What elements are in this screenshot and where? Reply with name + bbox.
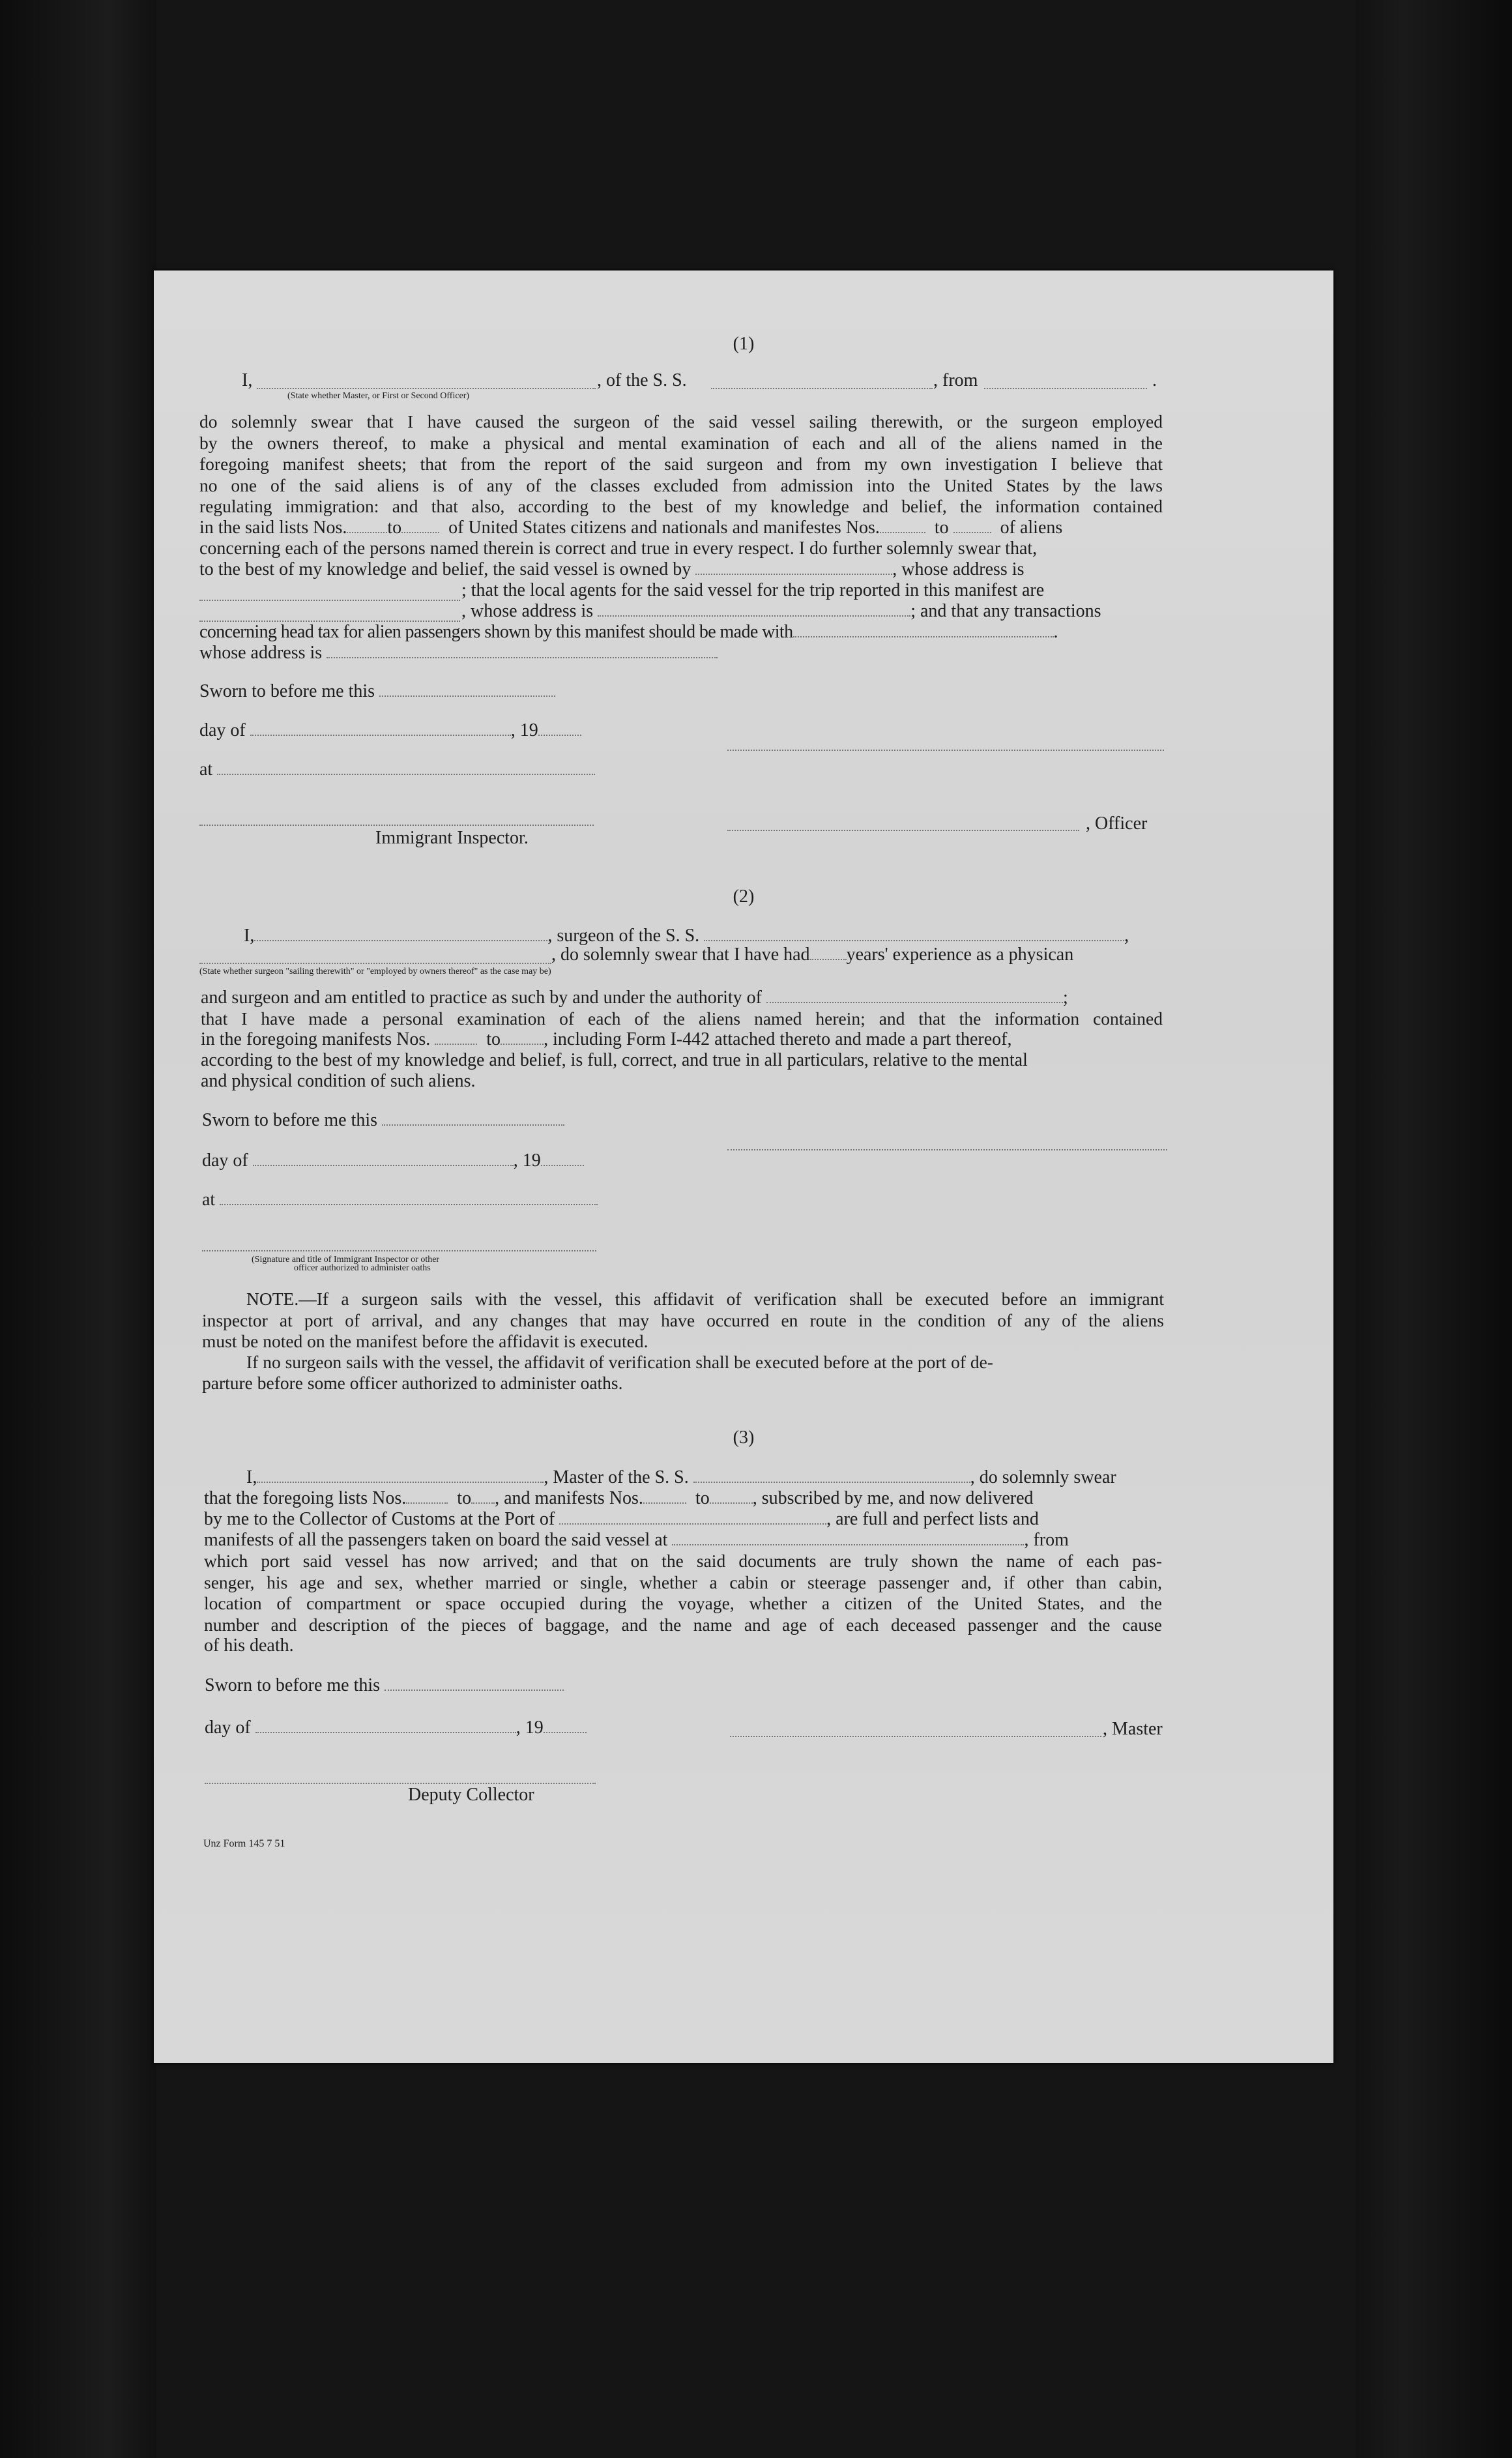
s3-body: which port said vessel has now arrived; and that on the said documents are truly shown the name of each pas- senger, his age and sex, whether married or single, whether a cabin or steerage passenger and, if other than cabin, location of compartment or space occupied during the voyage, whether a citizen of the United States, and the number and description of the pieces of baggage, and the name and age of each deceased passenger and the cause	[204, 1551, 1162, 1635]
s1-inspector-line[interactable]	[199, 825, 594, 826]
s3-sworn: Sworn to before me this	[205, 1675, 564, 1696]
s2-authority: and surgeon and am entitled to practice as such by and under the authority of ;	[201, 988, 1068, 1008]
s1-headtax-line: concerning head tax for alien passengers shown by this manifest should be made with .	[199, 622, 1058, 642]
s2-note2-line2: parture before some officer authorized to administer oaths.	[202, 1373, 623, 1393]
s1-from-field[interactable]	[984, 388, 1147, 389]
s3-collector-label: Deputy Collector	[408, 1785, 534, 1805]
s1-inspector-label: Immigrant Inspector.	[375, 828, 529, 848]
s1-ship-field[interactable]	[711, 388, 933, 389]
s3-i: I, , Master of the S. S. , do solemnly swear	[246, 1467, 1116, 1487]
s2-sig-hint-1: (Signature and title of Immigrant Inspector or other	[252, 1255, 440, 1265]
s1-of-ss: , of the S. S.	[597, 370, 687, 390]
s2-foregoing-line: in the foregoing manifests Nos. to , including Form I-442 attached thereto and made a part thereof,	[201, 1029, 1012, 1049]
scan-border-left	[0, 0, 156, 2458]
s2-physical: and physical condition of such aliens.	[201, 1071, 476, 1091]
s1-officer-label: , Officer	[1086, 813, 1148, 834]
s2-note2-line1: If no surgeon sails with the vessel, the affidavit of verification shall be executed before at the port of de-	[246, 1352, 993, 1372]
s2-inspector-line[interactable]	[202, 1250, 596, 1251]
s3-lists-line: that the foregoing lists Nos. to , and manifests Nos. to , subscribed by me, and now delivered	[204, 1488, 1034, 1508]
s1-sworn: Sworn to before me this	[199, 681, 555, 702]
scan-border-right	[1356, 0, 1512, 2458]
s1-day-of: day of , 19	[199, 720, 581, 741]
s3-last-line: of his death.	[204, 1635, 294, 1656]
s1-owner-address-field[interactable]	[199, 600, 460, 601]
s2-body: that I have made a personal examination of each of the aliens named herein; and that the information contained	[201, 1008, 1163, 1029]
section-2-number: (2)	[733, 886, 755, 907]
s2-note: NOTE.—If a surgeon sails with the vessel, this affidavit of verification shall be executed before an immigrant inspector at port of arrival, and any changes that may have occurred en route in the condition of any of the aliens must be noted on the manifest before the affidavit is executed.	[202, 1289, 1164, 1351]
affidavit-page	[154, 271, 1333, 2063]
s3-collector-line[interactable]	[205, 1783, 596, 1784]
s1-agents: ; that the local agents for the said vessel for the trip reported in this manifest are	[461, 580, 1045, 600]
s1-owned-line: to the best of my knowledge and belief, the said vessel is owned by , whose address is	[199, 559, 1025, 579]
s1-period: .	[1152, 370, 1157, 390]
s1-line-i: I,	[242, 370, 253, 390]
s1-signature-line[interactable]	[727, 750, 1164, 751]
s1-from: , from	[933, 370, 978, 390]
s2-sig-hint-2: officer authorized to administer oaths	[294, 1263, 431, 1273]
s2-signature-line[interactable]	[727, 1149, 1167, 1150]
s1-officer-field[interactable]	[257, 388, 596, 389]
s1-body: do solemnly swear that I have caused the surgeon of the said vessel sailing therewith, or the surgeon employed by the owners thereof, to make a physical and mental examination of each and all of the aliens named in the foregoing manifest sheets; that from the report of the said surgeon and from my own investigation I believe that no one of the said aliens is of any of the classes excluded from admission into the United States by the laws regulating immigration: and that also, according to the best of my knowledge and belief, the information contained	[199, 411, 1163, 516]
s3-manifests-line: manifests of all the passengers taken on board the said vessel at , from	[204, 1530, 1069, 1550]
section-3-number: (3)	[733, 1427, 755, 1448]
section-1-number: (1)	[733, 334, 755, 354]
s1-whose-address: whose address is	[199, 643, 718, 664]
s2-surgeon-hint: (State whether surgeon "sailing therewith" or "employed by owners thereof" as the case may be)	[199, 967, 551, 976]
form-number: Unz Form 145 7 51	[203, 1838, 285, 1849]
s2-at: at	[202, 1190, 598, 1210]
s2-day-of: day of , 19	[202, 1150, 584, 1171]
s1-officer-signature[interactable]	[727, 830, 1079, 831]
s2-surgeon-type-field[interactable]	[199, 963, 551, 964]
s1-officer-hint: (State whether Master, or First or Second Officer)	[287, 391, 470, 401]
s2-sworn: Sworn to before me this	[202, 1110, 564, 1131]
s3-master-label: , Master	[1103, 1719, 1163, 1739]
s1-lists-line: in the said lists Nos. to of United States citizens and nationals and manifestes Nos. to of aliens	[199, 518, 1063, 538]
s3-collector-line: by me to the Collector of Customs at the Port of , are full and perfect lists and	[204, 1509, 1039, 1529]
s2-i: I, , surgeon of the S. S. ,	[244, 926, 1129, 946]
s3-master-signature[interactable]	[730, 1736, 1101, 1737]
s1-concerning: concerning each of the persons named therein is correct and true in every respect. I do further solemnly swear that,	[199, 538, 1038, 559]
s2-swear-line: , do solemnly swear that I have had years' experience as a physican	[551, 944, 1074, 965]
s2-according: according to the best of my knowledge and belief, is full, correct, and true in all particulars, relative to the mental	[201, 1050, 1028, 1070]
s1-at: at	[199, 759, 595, 780]
s3-day-of: day of , 19	[205, 1718, 587, 1738]
s1-whose-line: , whose address is ; and that any transactions	[461, 601, 1101, 621]
